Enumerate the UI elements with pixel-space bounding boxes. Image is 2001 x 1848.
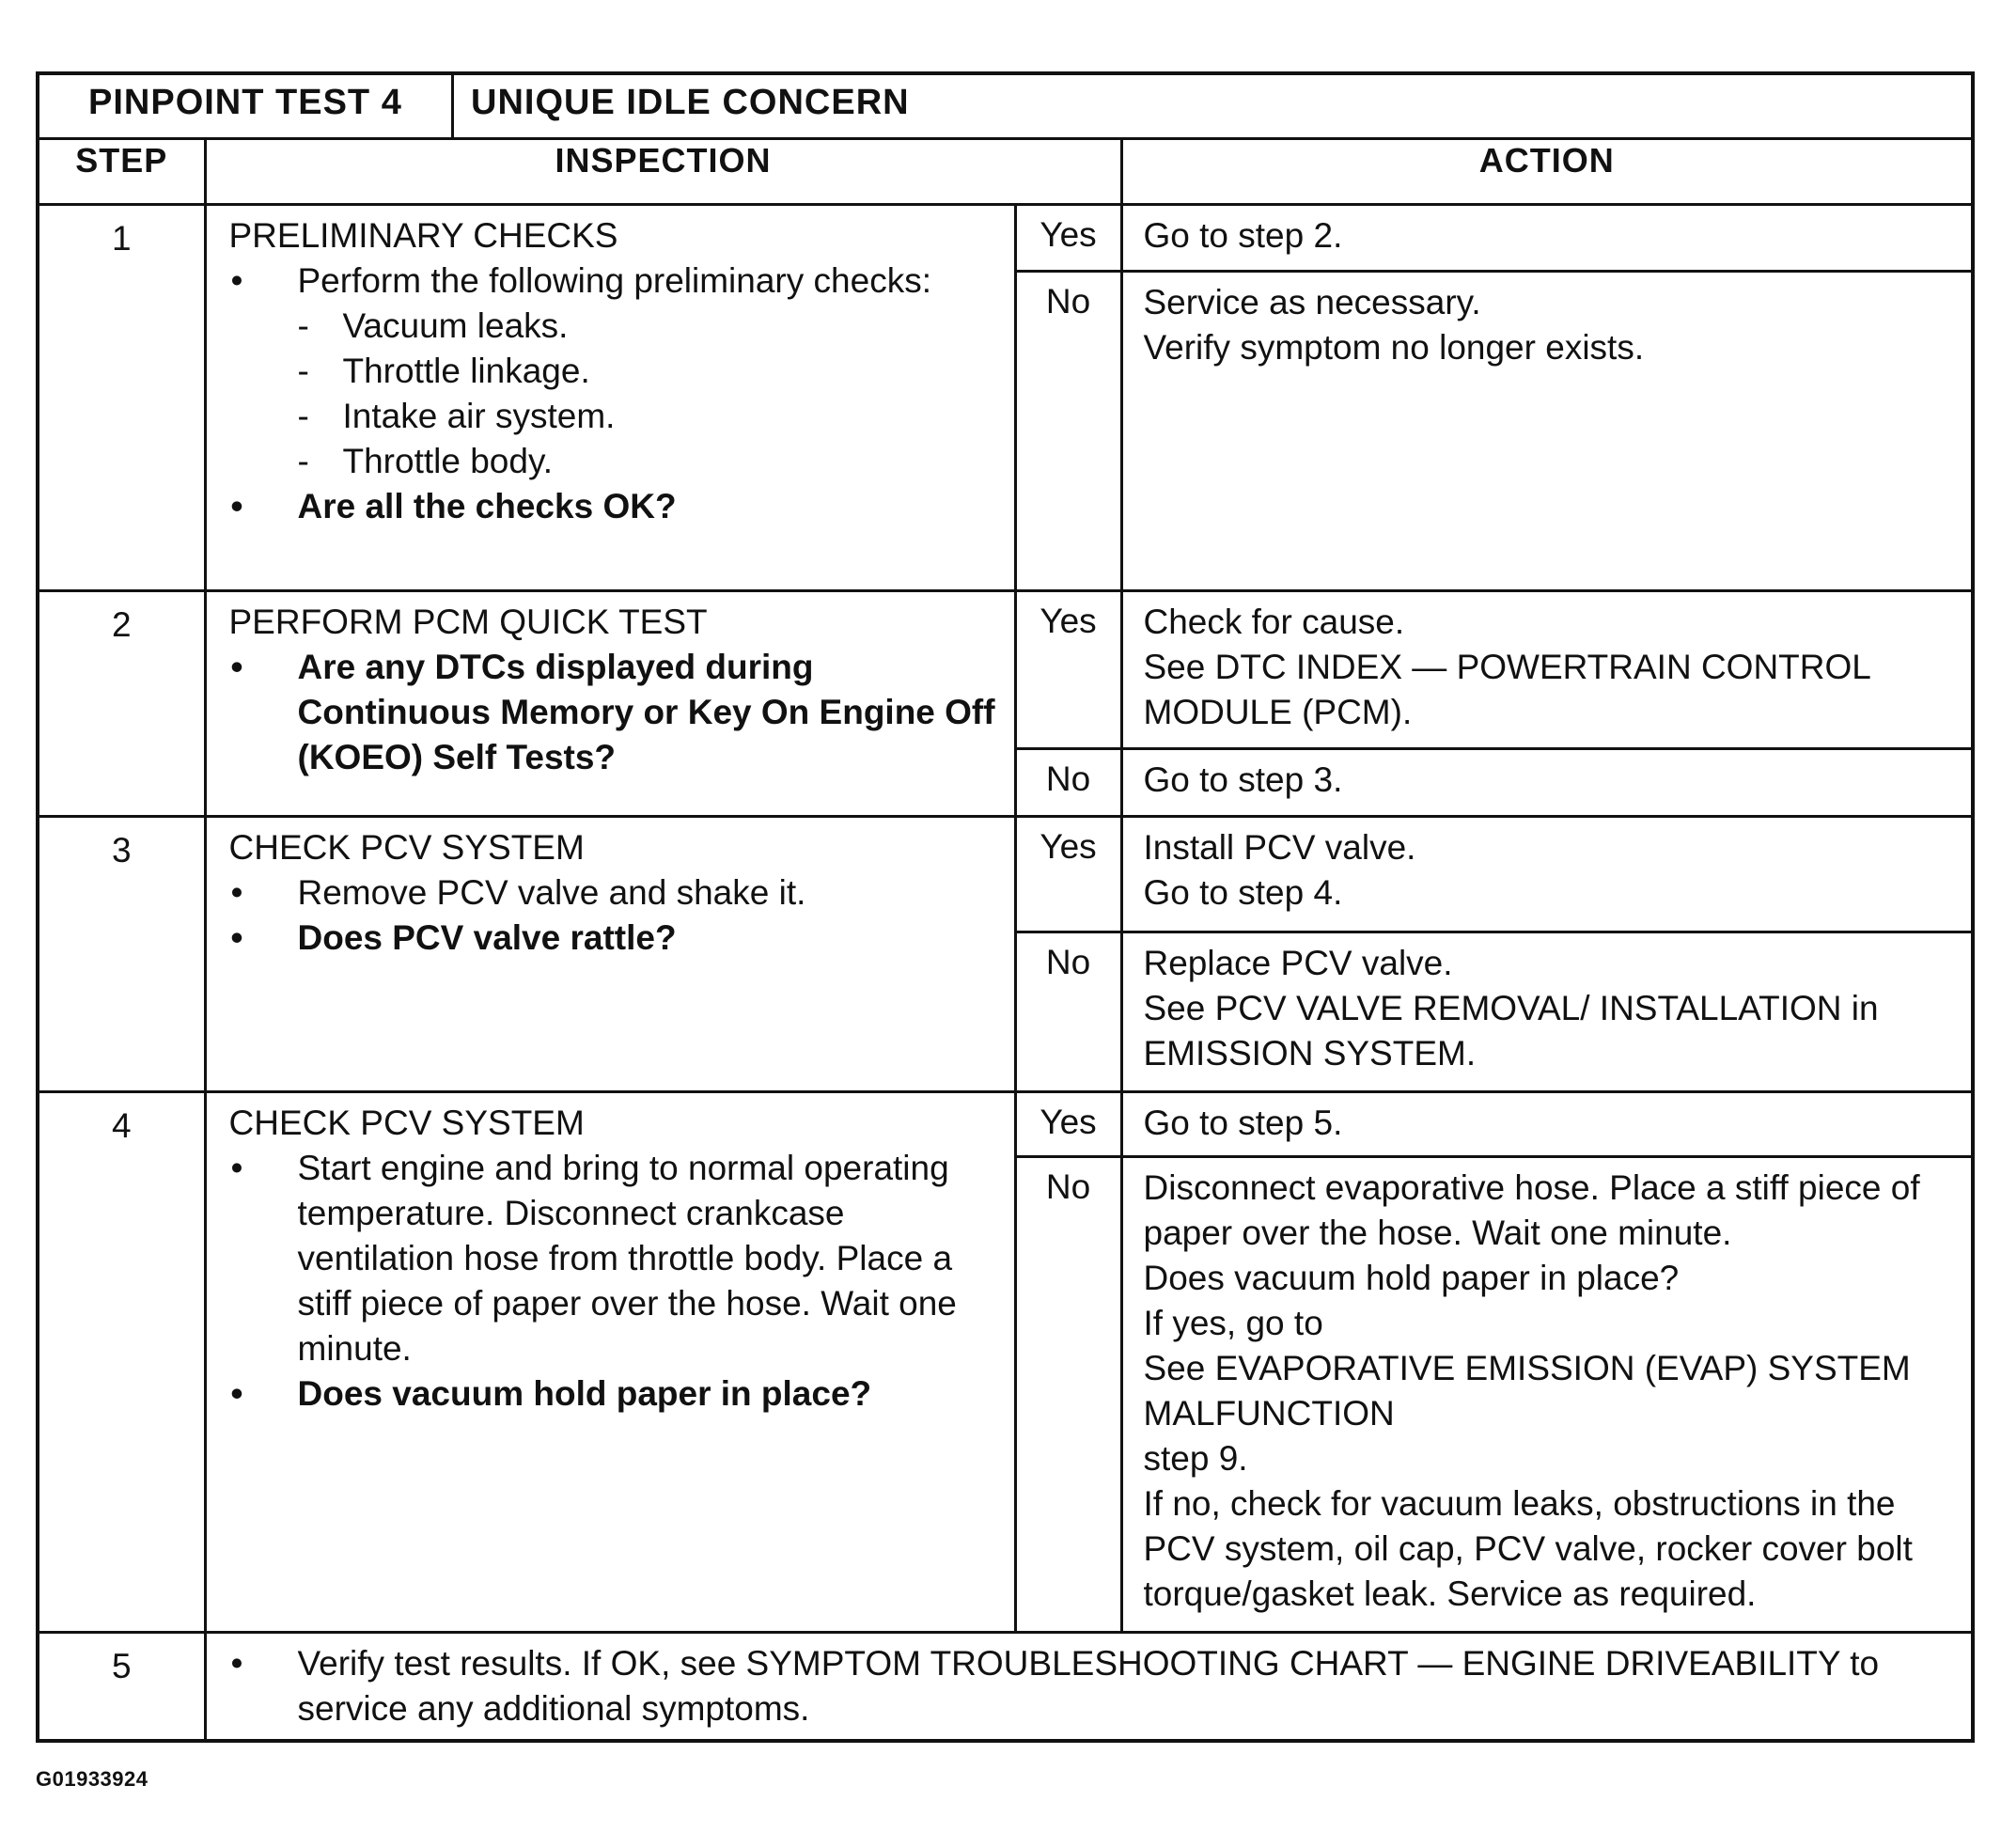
yes-label: Yes: [1015, 816, 1121, 932]
yes-action: [1121, 590, 1971, 748]
step-heading: CHECK PCV SYSTEM: [228, 827, 585, 867]
step-5-inspection: [205, 1632, 1971, 1739]
yes-label: Yes: [1015, 1091, 1121, 1156]
action-line: Install PCV valve.: [1143, 827, 1416, 867]
action-line: If no, check for vacuum leaks, obstructions in the PCV system, oil cap, PCV valve, rocker cover bolt torque/gasket leak. Service as required.: [1143, 1483, 1913, 1613]
figure-id: G01933924: [36, 1767, 149, 1791]
no-action: [1121, 1156, 1971, 1632]
check-item: - Throttle linkage.: [298, 349, 1005, 394]
step-3-inspection: [205, 816, 1015, 1091]
step-question: • Are any DTCs displayed during Continuous Memory or Key On Engine Off (KOEO) Self Tests?: [229, 645, 1005, 780]
step-1-inspection: [205, 204, 1015, 590]
action-line: See PCV VALVE REMOVAL/ INSTALLATION in EMISSION SYSTEM.: [1143, 988, 1879, 1073]
step-5-row: [39, 1632, 1971, 1739]
action-line: Go to step 3.: [1143, 760, 1343, 799]
step-header: STEP: [39, 140, 205, 204]
header-row: [39, 140, 1971, 204]
step-number: 4: [39, 1091, 205, 1632]
action-line: See EVAPORATIVE EMISSION (EVAP) SYSTEM MALFUNCTION: [1143, 1348, 1911, 1433]
check-item: - Throttle body.: [298, 439, 1005, 484]
yes-action: [1121, 204, 1971, 271]
bullet-item: • Start engine and bring to normal operating temperature. Disconnect crankcase ventilation hose from throttle body. Place a stiff piece of paper over the hose. Wait one minute.: [229, 1146, 1005, 1371]
check-item: - Intake air system.: [298, 394, 1005, 439]
pinpoint-test-table: [36, 71, 1975, 1743]
yes-action: [1121, 816, 1971, 932]
action-line: See DTC INDEX — POWERTRAIN CONTROL MODULE (PCM).: [1143, 647, 1870, 731]
bullet-item: [229, 258, 1005, 484]
action-line: Disconnect evaporative hose. Place a stiff piece of paper over the hose. Wait one minute.: [1143, 1167, 1920, 1252]
check-list: [298, 304, 1005, 484]
action-line: Go to step 4.: [1143, 872, 1343, 912]
action-line: Go to step 2.: [1143, 215, 1343, 255]
no-label: No: [1015, 748, 1121, 816]
action-header: ACTION: [1121, 140, 1971, 204]
step-heading: CHECK PCV SYSTEM: [228, 1103, 585, 1142]
no-action: [1121, 932, 1971, 1091]
action-line: Check for cause.: [1143, 602, 1405, 641]
step-4-inspection: [205, 1091, 1015, 1632]
step-number: 3: [39, 816, 205, 1091]
step-heading: PRELIMINARY CHECKS: [228, 215, 618, 255]
step-3-yes-row: [39, 816, 1971, 932]
action-line: Service as necessary.: [1143, 282, 1481, 321]
no-action: [1121, 748, 1971, 816]
yes-action: [1121, 1091, 1971, 1156]
test-name: UNIQUE IDLE CONCERN: [471, 83, 910, 122]
action-line: If yes, go to: [1143, 1303, 1323, 1342]
step-2-yes-row: [39, 590, 1971, 748]
step-1-yes-row: [39, 204, 1971, 271]
action-line: Replace PCV valve.: [1143, 943, 1453, 982]
bullet-item: • Verify test results. If OK, see SYMPTOM TROUBLESHOOTING CHART — ENGINE DRIVEABILITY to service any additional symptoms.: [229, 1641, 1962, 1731]
step-question: • Does vacuum hold paper in place?: [229, 1371, 1005, 1417]
no-label: No: [1015, 271, 1121, 590]
step-question: • Are all the checks OK?: [229, 484, 1005, 529]
title-row: [39, 75, 1971, 140]
step-4-yes-row: [39, 1091, 1971, 1156]
check-item: - Vacuum leaks.: [298, 304, 1005, 349]
test-id: PINPOINT TEST 4: [39, 75, 454, 137]
action-line: Verify symptom no longer exists.: [1143, 327, 1645, 367]
no-label: No: [1015, 932, 1121, 1091]
action-line: step 9.: [1143, 1438, 1248, 1478]
step-2-inspection: [205, 590, 1015, 816]
procedure-table: [39, 140, 1971, 1739]
no-label: No: [1015, 1156, 1121, 1632]
action-line: Does vacuum hold paper in place?: [1143, 1258, 1680, 1297]
bullet-text: Perform the following preliminary checks:: [297, 260, 931, 300]
step-number: 1: [39, 204, 205, 590]
inspection-header: INSPECTION: [205, 140, 1121, 204]
no-action: [1121, 271, 1971, 590]
step-question: • Does PCV valve rattle?: [229, 916, 1005, 961]
action-line: Go to step 5.: [1143, 1103, 1343, 1142]
step-number: 5: [39, 1632, 205, 1739]
bullet-item: • Remove PCV valve and shake it.: [229, 870, 1005, 916]
yes-label: Yes: [1015, 204, 1121, 271]
step-number: 2: [39, 590, 205, 816]
yes-label: Yes: [1015, 590, 1121, 748]
step-heading: PERFORM PCM QUICK TEST: [228, 602, 708, 641]
